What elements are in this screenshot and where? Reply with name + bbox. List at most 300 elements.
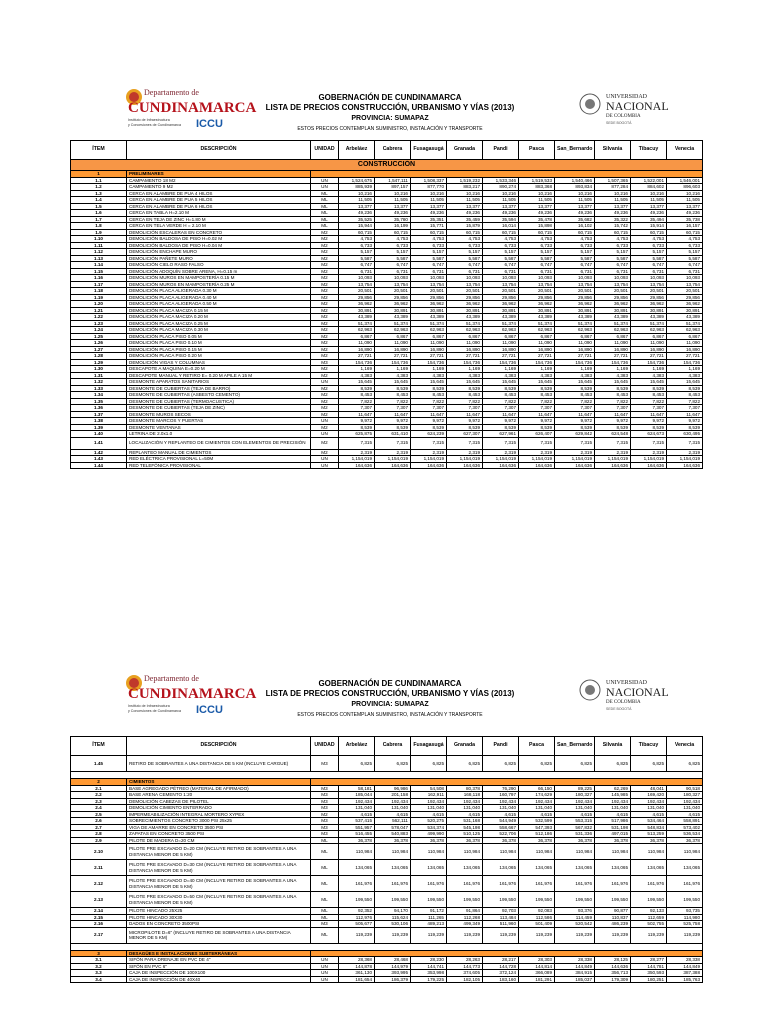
cell-price: 29,856 [411,294,447,301]
cell-price: 8,539 [555,424,595,431]
cell-price: 154,736 [667,359,703,366]
cell-item: 1.42 [71,449,127,456]
cell-price: 134,065 [339,860,375,876]
cell-price: 6,731 [339,268,375,275]
group-desc: CIMIENTOS [127,779,311,786]
cell-price: 115,624 [375,914,411,921]
cell-price: 6,731 [375,268,411,275]
cell-price: 29,856 [375,294,411,301]
cell-item: 1.20 [71,301,127,308]
cell-price: 13,377 [375,203,411,210]
cell-price: 6,733 [667,242,703,249]
cell-price: 110,837 [595,914,631,921]
cell-price: 11,647 [411,411,447,418]
cell-price: 6,825 [519,756,555,772]
cell-unit: M2 [311,327,339,334]
cell-price: 131,040 [667,805,703,812]
cell-unit: M2 [311,275,339,282]
cell-price: 110,984 [631,844,667,860]
cell-price: 131,040 [375,805,411,812]
cell-price: 531,168 [447,818,483,825]
cell-price: 1,547,111 [375,177,411,184]
cell-price: 62,963 [555,327,595,334]
spacer-row [71,943,703,950]
cell-price: 199,550 [339,892,375,908]
cell-price: 883,368 [519,184,555,191]
cell-unit: M2 [311,288,339,295]
cell-price: 164,636 [447,462,483,469]
cell-price: 11,505 [595,197,631,204]
cell-price: 36,962 [667,301,703,308]
table-header-row [71,737,703,756]
cell-item: 3.1 [71,957,127,964]
cell-price: 7,315 [555,437,595,449]
cell-price: 13,377 [447,203,483,210]
cell-price: 6,731 [447,268,483,275]
cell-unit: ML [311,197,339,204]
cell-price: 161,976 [411,876,447,892]
cell-price: 15,645 [519,379,555,386]
cell-price: 131,040 [555,805,595,812]
cell-price: 16,890 [631,346,667,353]
cell-description: DEMOLICIÓN PLACA MACIZA 0.20 M [127,314,311,321]
cell-price: 4,383 [483,372,519,379]
cell-price: 51,374 [339,320,375,327]
cell-price: 112,268 [447,914,483,921]
cell-price: 10,216 [595,190,631,197]
cell-description: DEMOLICIÓN ENCHAPE MURO [127,249,311,256]
cell-price: 119,239 [555,927,595,943]
cell-item: 2.6 [71,818,127,825]
cell-item: 1.8 [71,223,127,230]
cell-price: 10,093 [519,275,555,282]
cell-price: 60,715 [483,229,519,236]
cell-unit: M2 [311,236,339,243]
cell-description: LETRINA DE 2.0x1.0 [127,431,311,438]
column-header: Fusagasugá [411,141,447,160]
cell-price: 13,754 [339,281,375,288]
cell-price: 186,379 [375,976,411,983]
header-line-4: ESTOS PRECIOS CONTEMPLAN SUMINISTRO, INSTALACIÓN Y TRANSPORTE [297,712,483,718]
cell-price: 161,976 [447,876,483,892]
cell-price: 6,825 [411,756,447,772]
cell-price: 35,525 [339,216,375,223]
cell-price: 62,963 [375,327,411,334]
cell-item: 1.41 [71,437,127,449]
cell-price: 2,319 [595,449,631,456]
cell-price: 30,891 [519,307,555,314]
cell-price: 8,453 [595,392,631,399]
cell-unit: M2 [311,385,339,392]
cell-description: CERCA EN TABLA H=2.10 M [127,210,311,217]
cell-price: 16,890 [375,346,411,353]
cell-price: 5,157 [595,249,631,256]
cell-price: 624,239 [411,431,447,438]
cell-price: 49,236 [447,210,483,217]
cell-price: 30,891 [595,307,631,314]
cell-price: 60,715 [375,229,411,236]
column-header: Silvania [595,141,631,160]
cell-price: 7,315 [667,437,703,449]
cell-price: 547,393 [519,824,555,831]
cell-price: 10,216 [447,190,483,197]
cell-price: 20,501 [447,288,483,295]
cell-description: CERCA EN TEJA DE ZINC H=1.80 M [127,216,311,223]
cell-description: DESMONTE DE CUBIERTAS (TEJA DE BARRO) [127,385,311,392]
cell-price: 393,995 [375,970,411,977]
cell-price: 1,154,019 [339,456,375,463]
logo-text-u3: DE COLOMBIA [606,114,641,119]
cell-price: 131,040 [631,805,667,812]
cell-price: 43,389 [519,314,555,321]
cell-item: 1.4 [71,197,127,204]
cell-price: 179,309 [595,976,631,983]
cundinamarca-logo [124,86,257,136]
cell-price: 15,742 [595,223,631,230]
cell-item: 1.31 [71,372,127,379]
universidad-nacional-logo [578,86,688,136]
cell-price: 11,647 [631,411,667,418]
cell-price: 520,542 [555,921,595,928]
document-page-2 [0,672,768,1024]
cell-price: 49,236 [375,210,411,217]
cell-item: 1.38 [71,418,127,425]
cell-price: 36,378 [483,837,519,844]
cell-price: 28,217 [483,957,519,964]
cell-price: 154,736 [483,359,519,366]
cell-description: DEMOLICIÓN PLACA PISO 0.20 M [127,353,311,360]
cell-description: DESMONTE DE CUBIERTAS (TERMOACUSTICA) [127,398,311,405]
cell-price: 5,587 [667,255,703,262]
cell-price: 36,378 [631,837,667,844]
cell-price: 5,157 [519,249,555,256]
cell-price: 16,014 [483,223,519,230]
cell-price: 11,505 [667,197,703,204]
cell-price: 499,349 [447,921,483,928]
cell-price: 6,867 [595,333,631,340]
cell-price: 20,501 [667,288,703,295]
cell-price: 4,753 [483,236,519,243]
logo-text-top: Departamento de [144,88,199,97]
cell-price: 154,736 [519,359,555,366]
column-header: Venecia [667,737,703,756]
cell-price: 1,154,019 [483,456,519,463]
cell-price: 89,225 [555,785,595,792]
cell-price: 16,199 [375,223,411,230]
cell-price: 161,976 [631,876,667,892]
cell-description: PILOTE PRE EXCAVADO D=20 CM (INCLUYE RETIRO DE SOBRANTES A UNA DISTANCIA MENOR DE 5 KM) [127,844,311,860]
cell-item: 1.25 [71,333,127,340]
cell-description: RETIRO DE SOBRANTES A UNA DISTANCIA DE 5 KM (INCLUYE CARGUE) [127,756,311,772]
cell-description: PILOTE PRE EXCAVADO D=50 CM (INCLUYE RETIRO DE SOBRANTES A UNA DISTANCIA MENOR DE 5 KM) [127,892,311,908]
cell-price: 2,319 [519,449,555,456]
cell-price: 626,407 [519,431,555,438]
cell-price: 134,065 [555,860,595,876]
cell-price: 6,825 [447,756,483,772]
cell-unit: M3 [311,756,339,772]
cell-price: 8,539 [411,385,447,392]
cell-unit: M2 [311,811,339,818]
cell-price: 199,550 [595,892,631,908]
cell-price: 4,753 [595,236,631,243]
cell-price: 144,814 [519,963,555,970]
cell-price: 1,507,365 [595,177,631,184]
cell-price: 2,319 [339,449,375,456]
cell-price: 6,733 [595,242,631,249]
column-header: Pandi [483,141,519,160]
cell-unit: ML [311,876,339,892]
price-table-page-1 [70,140,703,469]
header-line-2: LISTA DE PRECIOS CONSTRUCCIÓN, URBANISMO Y VÍAS (2013) [265,689,515,698]
cell-price: 164,636 [631,462,667,469]
cell-price: 60,715 [555,229,595,236]
cell-price: 6,733 [375,242,411,249]
cell-description: DEMOLICIÓN ESCALERAS EN CONCRETO [127,229,311,236]
cell-price: 11,090 [375,340,411,347]
cell-price: 185,763 [667,976,703,983]
cell-price: 510,125 [447,831,483,838]
cell-price: 76,290 [483,785,519,792]
cell-price: 94,170 [375,908,411,915]
cell-price: 15,645 [483,379,519,386]
cell-price: 144,849 [667,963,703,970]
cell-price: 27,721 [631,353,667,360]
cell-price: 54,508 [411,785,447,792]
cell-price: 16,890 [447,346,483,353]
cell-price: 15,645 [375,379,411,386]
cell-price: 192,434 [519,798,555,805]
cell-item: 1.9 [71,229,127,236]
cell-price: 567,832 [555,824,595,831]
cell-price: 144,849 [555,963,595,970]
cell-price: 553,315 [555,818,595,825]
cell-item: 1.18 [71,288,127,295]
cell-price: 7,822 [595,398,631,405]
cell-price: 627,961 [483,431,519,438]
cell-price: 6,747 [339,262,375,269]
cell-price: 5,587 [339,255,375,262]
cell-price: 6,731 [519,268,555,275]
cell-price: 192,434 [631,798,667,805]
cell-unit: ML [311,837,339,844]
group-desc: PRELIMINARES [127,171,311,178]
cell-price: 10,093 [411,275,447,282]
cell-price: 58,181 [339,785,375,792]
column-header: Cabrera [375,737,411,756]
cell-price: 4,615 [555,811,595,818]
cell-unit: M2 [311,340,339,347]
cell-description: DEMOLICIÓN BALDOSA DE PISO H=0.02 M [127,236,311,243]
cell-price: 10,093 [595,275,631,282]
cell-price: 131,040 [411,805,447,812]
cell-price: 893,834 [555,184,595,191]
cell-price: 6,747 [595,262,631,269]
cell-unit: M3 [311,798,339,805]
cell-item: 1.6 [71,210,127,217]
cell-price: 540,883 [375,831,411,838]
cell-price: 13,377 [667,203,703,210]
cell-item: 1.24 [71,327,127,334]
cell-price: 27,721 [667,353,703,360]
cell-price: 60,715 [411,229,447,236]
cell-price: 1,154,019 [667,456,703,463]
cell-price: 6,747 [667,262,703,269]
cell-price: 181,654 [339,976,375,983]
column-header: DESCRIPCIÓN [127,737,311,756]
cell-price: 92,133 [631,908,667,915]
cell-price: 134,065 [375,860,411,876]
cell-price: 512,186 [519,831,555,838]
cell-price: 169,420 [631,792,667,799]
column-header: UNIDAD [311,141,339,160]
cell-price: 8,453 [339,392,375,399]
cell-price: 9,972 [411,418,447,425]
cell-price: 6,825 [339,756,375,772]
spacer-cell [71,772,703,779]
cell-price: 551,957 [339,824,375,831]
cell-price: 7,307 [411,405,447,412]
cell-price: 11,647 [595,411,631,418]
cell-item: 1.37 [71,411,127,418]
cell-price: 372,124 [483,970,519,977]
cell-description: DESMONTE VENTANAS [127,424,311,431]
cell-price: 60,715 [447,229,483,236]
cell-description: SOBRECIMIENTOS CONCRETO 3000 PSI 25x25 [127,818,311,825]
cell-item: 3.4 [71,976,127,983]
cell-unit: M2 [311,424,339,431]
cell-price: 13,377 [595,203,631,210]
cell-price: 6,731 [595,268,631,275]
cell-price: 884,602 [631,184,667,191]
logo-text-sub1: Instituto de Infraestructura [128,118,170,122]
cell-description: DEMOLICIÓN PLACA MACIZA 0.15 M [127,307,311,314]
cell-price: 9,972 [555,418,595,425]
cell-price: 30,891 [447,307,483,314]
cell-price: 1,169 [339,366,375,373]
cell-price: 6,733 [555,242,595,249]
column-header: ÍTEM [71,141,127,160]
header-line-3: PROVINCIA: SUMAPAZ [351,701,429,708]
cell-description: IMPERMEABILIZACIÓN INTEGRAL MORTERO XYPEX [127,811,311,818]
cell-price: 8,453 [375,392,411,399]
cell-price: 5,587 [631,255,667,262]
cell-price: 11,647 [339,411,375,418]
cell-price: 112,976 [339,914,375,921]
cell-price: 8,539 [447,424,483,431]
cell-price: 16,890 [483,346,519,353]
table-row [71,462,703,469]
column-header: UNIDAD [311,737,339,756]
cell-price: 36,962 [595,301,631,308]
cell-price: 8,539 [483,385,519,392]
cell-price: 192,434 [555,798,595,805]
cell-price: 29,856 [447,294,483,301]
cell-price: 5,587 [375,255,411,262]
cell-price: 131,040 [595,805,631,812]
cell-price: 7,822 [519,398,555,405]
cell-price: 161,976 [555,876,595,892]
cell-price: 36,962 [411,301,447,308]
column-header: Venecia [667,141,703,160]
cell-price: 134,065 [411,860,447,876]
cell-description: RED ELÉCTRICA PROVISIONAL L=50M [127,456,311,463]
cell-price: 10,216 [631,190,667,197]
logo-text-u4: SEDE BOGOTÁ [606,121,632,125]
cell-unit: ML [311,210,339,217]
cell-price: 5,587 [555,255,595,262]
cell-price: 9,972 [483,418,519,425]
cell-description: DEMOLICIÓN PLACA ALIGERADA 0.50 M [127,301,311,308]
cell-price: 6,867 [631,333,667,340]
cell-price: 5,157 [483,249,519,256]
cell-price: 624,548 [595,431,631,438]
cell-price: 51,374 [667,320,703,327]
cell-price: 8,539 [447,385,483,392]
cell-price: 36,378 [667,837,703,844]
cell-description: CAJA DE INSPECCIÓN DE 100X100 [127,970,311,977]
cell-price: 4,615 [519,811,555,818]
cell-price: 5,157 [555,249,595,256]
cell-price: 10,093 [483,275,519,282]
cell-price: 11,647 [519,411,555,418]
cell-unit: M2 [311,294,339,301]
cell-price: 80,378 [447,785,483,792]
column-header: Pasca [519,737,555,756]
header-line-1: GOBERNACIÓN DE CUNDINAMARCA [318,93,462,102]
cell-item: 2.14 [71,908,127,915]
cell-price: 62,269 [595,785,631,792]
logo-text-u1: UNIVERSIDAD [606,94,647,100]
cell-price: 5,587 [483,255,519,262]
table-row [71,892,703,908]
cell-price: 11,505 [339,197,375,204]
cell-price: 513,259 [631,831,667,838]
cell-price: 896,603 [667,184,703,191]
cell-price: 877,284 [595,184,631,191]
cell-price: 199,550 [483,892,519,908]
cell-price: 6,867 [667,333,703,340]
cell-description: DESMONTE MARCOS Y PUERTAS [127,418,311,425]
cell-price: 1,154,019 [411,456,447,463]
cell-price: 49,236 [411,210,447,217]
cell-price: 144,636 [595,963,631,970]
cell-price: 531,336 [555,831,595,838]
cell-price: 4,753 [375,236,411,243]
column-header: Granada [447,737,483,756]
cell-description: DEMOLICIÓN PLACA MACIZA 0.25 M [127,320,311,327]
cell-description: RED TELEFÓNICA PROVISIONAL [127,462,311,469]
cell-price: 10,093 [339,275,375,282]
cell-price: 7,822 [483,398,519,405]
cell-price: 174,629 [519,792,555,799]
cell-price: 11,090 [667,340,703,347]
cell-price: 164,636 [483,462,519,469]
cell-price: 161,976 [483,876,519,892]
cell-price: 4,615 [339,811,375,818]
cell-price: 5,587 [519,255,555,262]
cell-description: DESMONTE APARATOS SANITARIOS [127,379,311,386]
cell-price: 36,378 [447,837,483,844]
cell-price: 36,962 [375,301,411,308]
cell-price: 6,747 [483,262,519,269]
cell-price: 13,754 [631,281,667,288]
group-item: 3 [71,950,127,957]
cell-price: 5,587 [595,255,631,262]
cell-description: PILOTE PRE EXCAVADO D=30 CM (INCLUYE RETIRO DE SOBRANTES A UNA DISTANCIA MENOR DE 5 KM) [127,860,311,876]
price-table-page-2 [70,736,703,983]
cell-price: 119,239 [595,927,631,943]
cell-price: 11,090 [595,340,631,347]
